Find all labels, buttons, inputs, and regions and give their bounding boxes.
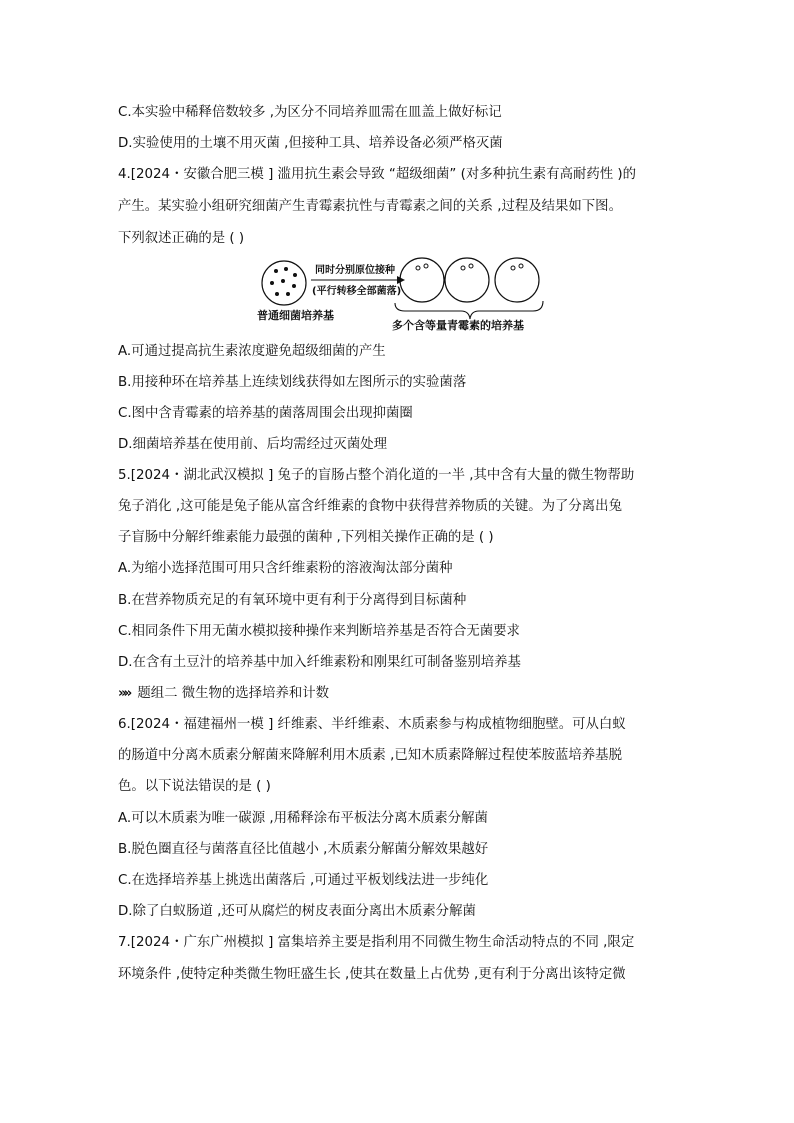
question-4-stem-line-3: 下列叙述正确的是 ( ) <box>118 231 245 246</box>
q6-option-b: B.脱色圈直径与菌落直径比值越小 ,木质素分解菌分解效果越好 <box>118 842 489 857</box>
right-dishes-caption: 多个含等量青霉素的培养基 <box>392 319 524 331</box>
q5-option-c: C.相同条件下用无菌水模拟接种操作来判断培养基是否符合无菌要求 <box>118 624 520 639</box>
left-dish-caption: 普通细菌培养基 <box>257 309 334 322</box>
penicillin-dish-2 <box>445 258 489 302</box>
grouping-brace <box>395 301 543 319</box>
question-7-stem-line-1: 7.[2024・广东广州模拟 ] 富集培养主要是指利用不同微生物生命活动特点的不同 ,限定 <box>118 935 635 950</box>
culture-transfer-figure <box>255 253 545 331</box>
q6-option-a: A.可以木质素为唯一碳源 ,用稀释涂布平板法分离木质素分解菌 <box>118 811 488 826</box>
question-4-stem-line-1: 4.[2024・安徽合肥三模 ] 滥用抗生素会导致 “超级细菌” (对多种抗生素有高耐药性 )的 <box>118 167 637 182</box>
transfer-arrow <box>311 263 405 297</box>
q4-option-d: D.细菌培养基在使用前、后均需经过灭菌处理 <box>118 437 387 452</box>
q4-option-c: C.图中含青霉素的培养基的菌落周围会出现抑菌圈 <box>118 406 413 421</box>
question-6-stem-line-1: 6.[2024・福建福州一模 ] 纤维素、半纤维素、木质素参与构成植物细胞壁。可从白蚁 <box>118 717 626 732</box>
section-marker-icon: »» <box>118 686 130 701</box>
q6-option-d: D.除了白蚁肠道 ,还可从腐烂的树皮表面分离出木质素分解菌 <box>118 904 476 919</box>
option-c-line: C.本实验中稀释倍数较多 ,为区分不同培养皿需在皿盖上做好标记 <box>118 105 502 120</box>
section-heading <box>118 685 329 703</box>
question-5-stem-line-3: 子盲肠中分解纤维素能力最强的菌种 ,下列相关操作正确的是 ( ) <box>118 530 494 545</box>
arrow-label-bottom: (平行转移全部菌落) <box>312 286 402 297</box>
question-6-stem-line-3: 色。以下说法错误的是 ( ) <box>118 779 271 794</box>
q5-option-b: B.在营养物质充足的有氧环境中更有利于分离得到目标菌种 <box>118 593 467 608</box>
normal-culture-dish <box>262 261 306 305</box>
penicillin-dish-3 <box>495 258 539 302</box>
q6-option-c: C.在选择培养基上挑选出菌落后 ,可通过平板划线法进一步纯化 <box>118 873 489 888</box>
q4-option-a: A.可通过提高抗生素浓度避免超级细菌的产生 <box>118 344 386 359</box>
option-d-line: D.实验使用的土壤不用灭菌 ,但接种工具、培养设备必须严格灭菌 <box>118 136 503 151</box>
question-4-stem-line-2: 产生。某实验小组研究细菌产生青霉素抗性与青霉素之间的关系 ,过程及结果如下图。 <box>118 199 622 214</box>
question-7-stem-line-2: 环境条件 ,使特定种类微生物旺盛生长 ,使其在数量上占优势 ,更有利于分离出该特定微 <box>118 967 626 982</box>
question-5-stem-line-2: 兔子消化 ,这可能是兔子能从富含纤维素的食物中获得营养物质的关键。为了分离出兔 <box>118 499 622 514</box>
question-6-stem-line-2: 的肠道中分离木质素分解菌来降解利用木质素 ,已知木质素降解过程使苯胺蓝培养基脱 <box>118 748 622 763</box>
penicillin-dish-1 <box>400 258 444 302</box>
q5-option-d: D.在含有土豆汁的培养基中加入纤维素粉和刚果红可制备鉴别培养基 <box>118 655 521 670</box>
q5-option-a: A.为缩小选择范围可用只含纤维素粉的溶液淘汰部分菌种 <box>118 561 453 576</box>
section-heading-text: 题组二 微生物的选择培养和计数 <box>137 686 330 701</box>
question-5-stem-line-1: 5.[2024・湖北武汉模拟 ] 兔子的盲肠占整个消化道的一半 ,其中含有大量的微生物帮助 <box>118 468 635 483</box>
arrow-label-top: 同时分别原位接种 <box>315 265 395 276</box>
q4-option-b: B.用接种环在培养基上连续划线获得如左图所示的实验菌落 <box>118 375 467 390</box>
